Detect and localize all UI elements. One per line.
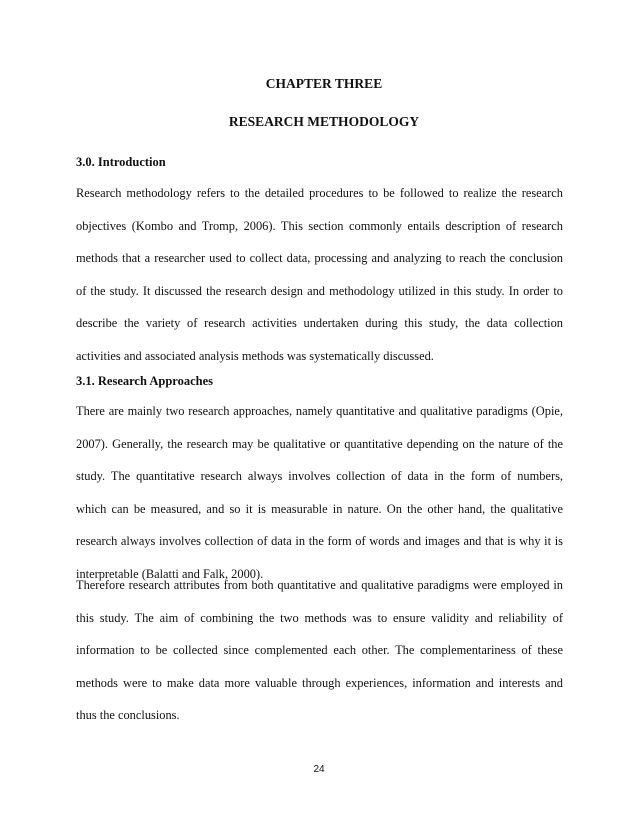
text-line: activities and associated analysis methods was systematically discussed. (76, 348, 434, 363)
paragraph-research-approaches-2 (76, 569, 563, 732)
section-heading-introduction: 3.0. Introduction (76, 155, 166, 169)
text-line: of the study. It discussed the research design and methodology utilized in this study. In order to (76, 283, 563, 298)
chapter-title: CHAPTER THREE (265, 76, 383, 91)
text-line: describe the variety of research activities undertaken during this study, the data collection (76, 316, 563, 331)
text-line: this study. The aim of combining the two methods was to ensure validity and reliability of (76, 610, 563, 625)
paragraph-research-approaches-1 (76, 395, 563, 591)
page-number: 24 (313, 764, 325, 775)
text-line: which can be measured, and so it is measurable in nature. On the other hand, the qualitative (76, 501, 563, 516)
text-line: research always involves collection of data in the form of words and images and that is why it is (76, 534, 563, 549)
text-line: 2007). Generally, the research may be qualitative or quantitative depending on the nature of the (76, 436, 563, 451)
text-line: information to be collected since complemented each other. The complementariness of these (76, 643, 563, 658)
text-line: methods were to make data more valuable through experiences, information and interests and (76, 675, 563, 690)
text-line: thus the conclusions. (76, 708, 180, 723)
text-line: Research methodology refers to the detailed procedures to be followed to realize the research (76, 186, 563, 200)
chapter-subtitle: RESEARCH METHODOLOGY (228, 114, 420, 129)
text-line: Therefore research attributes from both quantitative and qualitative paradigms were employed in (76, 578, 563, 592)
section-heading-research-approaches: 3.1. Research Approaches (76, 374, 214, 388)
text-line: methods that a researcher used to collect data, processing and analyzing to reach the conclusion (76, 251, 563, 266)
text-line: There are mainly two research approaches, namely quantitative and qualitative paradigms (Opie, (76, 404, 563, 418)
text-line: objectives (Kombo and Tromp, 2006). This section commonly entails description of research (76, 218, 563, 233)
text-line: interpretable (Balatti and Falk, 2000). (76, 566, 264, 581)
text-line: study. The quantitative research always involves collection of data in the form of numbers, (76, 469, 563, 484)
paragraph-introduction (76, 177, 563, 373)
